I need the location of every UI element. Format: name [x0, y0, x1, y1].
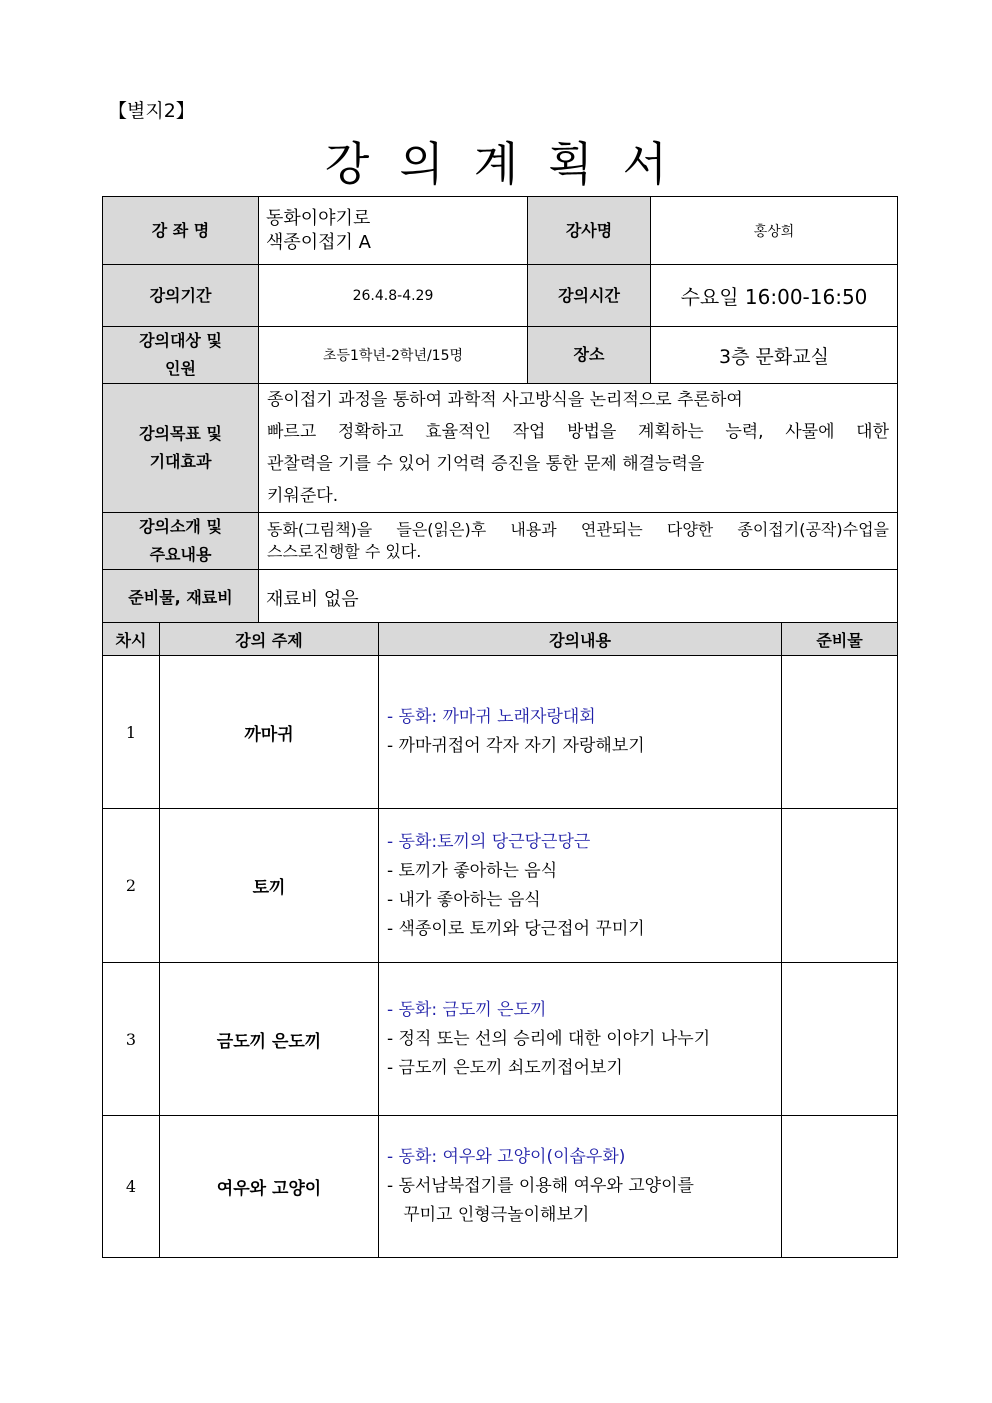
period-label: 강의기간 — [103, 265, 259, 327]
goal-label: 강의목표 및 기대효과 — [103, 384, 259, 513]
session-topic: 여우와 고양이 — [160, 1116, 379, 1258]
goal-value: 종이접기 과정을 통하여 과학적 사고방식을 논리적으로 추론하여 빠르고 정확하고 효율적인 작업 방법을 계획하는 능력, 사물에 대한 관찰력을 기를 수 있어 기억력 증진을 통한 문제 해결능력을 키워준다. — [259, 384, 898, 513]
place-value: 3층 문화교실 — [651, 327, 898, 384]
time-value: 수요일 16:00-16:50 — [651, 265, 898, 327]
table-row — [103, 809, 898, 963]
session-number: 2 — [103, 809, 160, 963]
session-topic: 금도끼 은도끼 — [160, 963, 379, 1116]
session-number: 1 — [103, 656, 160, 809]
session-materials — [782, 656, 898, 809]
instructor-label: 강사명 — [528, 197, 651, 265]
course-info-table — [102, 196, 898, 627]
intro-label: 강의소개 및 주요내용 — [103, 513, 259, 570]
table-row — [103, 1116, 898, 1258]
session-content: - 동화:토끼의 당근당근당근 - 토끼가 좋아하는 음식 - 내가 좋아하는 음식 - 색종이로 토끼와 당근접어 꾸미기 — [379, 809, 782, 963]
session-content: - 동화: 여우와 고양이(이솝우화) - 동서남북접기를 이용해 여우와 고양이를 꾸미고 인형극놀이해보기 — [379, 1116, 782, 1258]
intro-value: 동화(그림책)을 들은(읽은)후 내용과 연관되는 다양한 종이접기(공작)수업을 스스로진행할 수 있다. — [259, 513, 898, 570]
table-row — [103, 963, 898, 1116]
period-value: 26.4.8-4.29 — [259, 265, 528, 327]
header-content: 강의내용 — [379, 623, 782, 656]
time-label: 강의시간 — [528, 265, 651, 327]
session-content: - 동화: 금도끼 은도끼 - 정직 또는 선의 승리에 대한 이야기 나누기 - 금도끼 은도끼 쇠도끼접어보기 — [379, 963, 782, 1116]
target-value: 초등1학년-2학년/15명 — [259, 327, 528, 384]
page-title: 강의계획서 — [324, 137, 698, 191]
materials-label: 준비물, 재료비 — [103, 570, 259, 627]
session-content: - 동화: 까마귀 노래자랑대회 - 까마귀접어 각자 자기 자랑해보기 — [379, 656, 782, 809]
session-topic: 토끼 — [160, 809, 379, 963]
header-topic: 강의 주제 — [160, 623, 379, 656]
schedule-table — [102, 622, 898, 1258]
session-number: 3 — [103, 963, 160, 1116]
table-row — [103, 656, 898, 809]
header-materials: 준비물 — [782, 623, 898, 656]
session-materials — [782, 1116, 898, 1258]
course-name-value: 동화이야기로 색종이접기 A — [259, 197, 528, 265]
session-number: 4 — [103, 1116, 160, 1258]
course-name-label: 강 좌 명 — [103, 197, 259, 265]
session-topic: 까마귀 — [160, 656, 379, 809]
materials-value: 재료비 없음 — [259, 570, 898, 627]
place-label: 장소 — [528, 327, 651, 384]
header-session: 차시 — [103, 623, 160, 656]
attachment-tag: 【별지2】 — [108, 100, 195, 122]
session-materials — [782, 809, 898, 963]
instructor-value: 홍상희 — [651, 197, 898, 265]
target-label: 강의대상 및 인원 — [103, 327, 259, 384]
session-materials — [782, 963, 898, 1116]
